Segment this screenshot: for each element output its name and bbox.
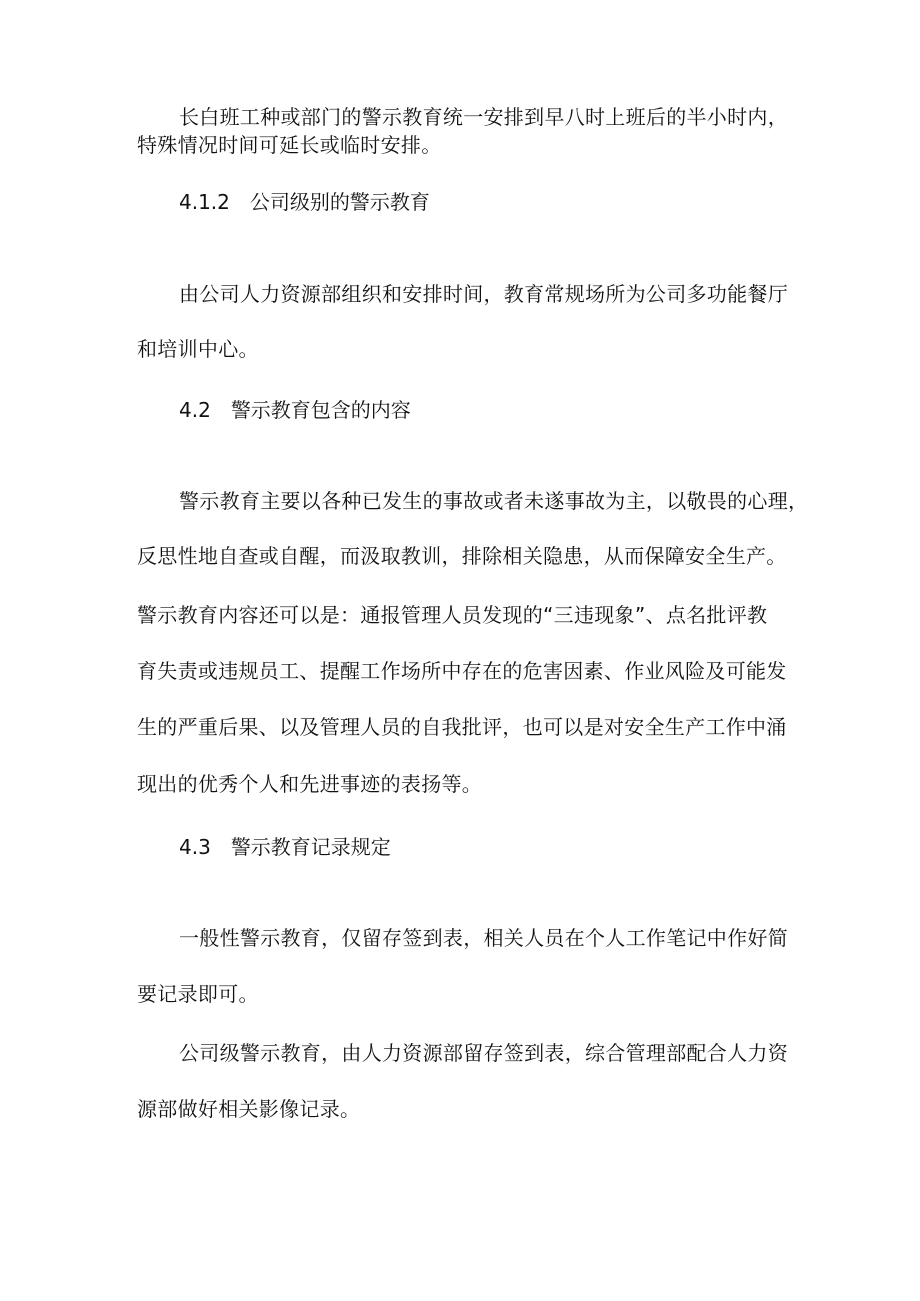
intro-line-1: 长白班工种或部门的警示教育统一安排到早八时上班后的半小时内， bbox=[179, 105, 788, 129]
para-4-3-a-line-1: 一般性警示教育，仅留存签到表，相关人员在个人工作笔记中作好简 bbox=[179, 926, 788, 950]
para-4-2-line-6: 现出的优秀个人和先进事迹的表扬等。 bbox=[137, 772, 483, 796]
section-number: 4.2 bbox=[179, 398, 211, 422]
para-4-2-line-1: 警示教育主要以各种已发生的事故或者未遂事故为主，以敬畏的心理， bbox=[179, 489, 809, 513]
section-number: 4.1.2 bbox=[179, 190, 230, 214]
intro-line-2: 特殊情况时间可延长或临时安排。 bbox=[137, 133, 442, 157]
section-title: 警示教育包含的内容 bbox=[230, 398, 411, 422]
para-4-2-line-3: 警示教育内容还可以是：通报管理人员发现的“三违现象”、点名批评教 bbox=[137, 603, 768, 627]
section-title: 公司级别的警示教育 bbox=[249, 190, 430, 214]
section-number: 4.3 bbox=[179, 835, 211, 859]
para-4-1-2-line-1: 由公司人力资源部组织和安排时间，教育常规场所为公司多功能餐厅 bbox=[179, 282, 788, 306]
para-4-2-line-5: 生的严重后果、以及管理人员的自我批评，也可以是对安全生产工作中涌 bbox=[137, 715, 787, 739]
section-heading-4-1-2 bbox=[179, 190, 430, 214]
section-heading-4-3 bbox=[179, 835, 391, 859]
para-4-2-line-2: 反思性地自查或自醒，而汲取教训，排除相关隐患，从而保障安全生产。 bbox=[137, 544, 787, 568]
para-4-3-a-line-2: 要记录即可。 bbox=[137, 982, 259, 1006]
para-4-3-b-line-2: 源部做好相关影像记录。 bbox=[137, 1097, 361, 1121]
section-heading-4-2 bbox=[179, 398, 411, 422]
section-title: 警示教育记录规定 bbox=[230, 835, 391, 859]
para-4-2-line-4: 育失责或违规员工、提醒工作场所中存在的危害因素、作业风险及可能发 bbox=[137, 659, 787, 683]
para-4-3-b-line-1: 公司级警示教育，由人力资源部留存签到表，综合管理部配合人力资 bbox=[179, 1041, 788, 1065]
para-4-1-2-line-2: 和培训中心。 bbox=[137, 337, 259, 361]
